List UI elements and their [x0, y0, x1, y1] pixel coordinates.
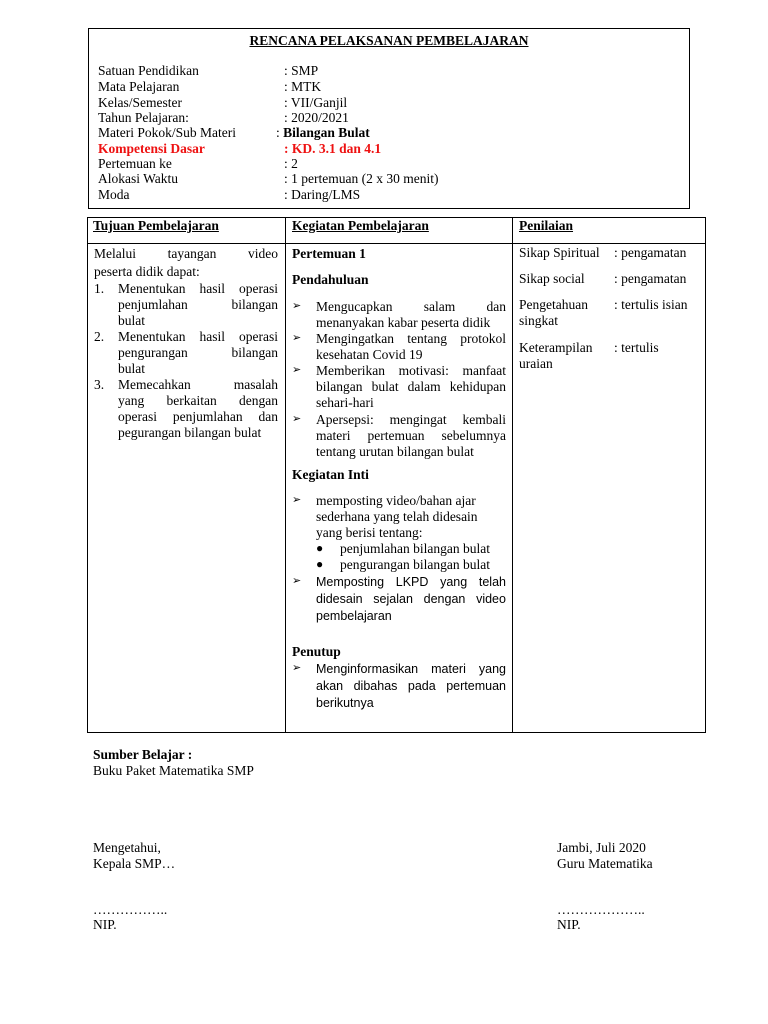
pendahuluan-item: ➢ Mengingatkan tentang protokol kesehatan Covid 19	[292, 331, 506, 362]
arrow-bullet-icon: ➢	[292, 661, 302, 674]
bullet-dot-icon: ●	[316, 557, 324, 571]
pendahuluan-item: ➢ Mengucapkan salam dan menanyakan kabar peserta didik	[292, 299, 506, 330]
tujuan-item	[94, 281, 278, 329]
item-line: yang berkaitan dengan	[118, 393, 278, 408]
arrow-bullet-icon: ➢	[292, 574, 302, 587]
identity-value: : KD. 3.1 dan 4.1	[284, 141, 382, 156]
tujuan-intro-2: peserta didik dapat:	[94, 264, 200, 279]
pendahuluan-item: ➢ Apersepsi: mengingat kembali materi pertemuan sebelumnya tentang urutan bilangan bulat	[292, 412, 506, 459]
penilaian-row: Pengetahuan singkat : tertulis isian	[519, 297, 688, 328]
signature-left-dots: ……………..	[93, 902, 168, 917]
item-number: 2.	[94, 329, 105, 344]
header-penilaian: Penilaian	[519, 218, 574, 233]
arrow-bullet-icon: ➢	[292, 493, 302, 506]
header-tujuan: Tujuan Pembelajaran	[93, 218, 219, 233]
identity-value: : VII/Ganjil	[284, 95, 348, 110]
inti-subitem: ● pengurangan bilangan bulat	[316, 557, 490, 572]
arrow-bullet-icon: ➢	[292, 363, 302, 376]
item-line: bulat	[118, 313, 145, 328]
signature-right-line2: Guru Matematika	[557, 856, 653, 871]
pertemuan-title: Pertemuan 1	[292, 246, 366, 261]
signature-left-nip: NIP.	[93, 917, 117, 932]
identity-value: : MTK	[284, 79, 322, 94]
identity-label: Materi Pokok/Sub Materi	[98, 125, 236, 140]
identity-label: Tahun Pelajaran:	[98, 110, 189, 125]
item-line: pegurangan bilangan bulat	[118, 425, 262, 440]
sumber-text: Buku Paket Matematika SMP	[93, 763, 254, 778]
arrow-bullet-icon: ➢	[292, 299, 302, 312]
arrow-bullet-icon: ➢	[292, 331, 302, 344]
tujuan-item	[94, 329, 278, 377]
identity-label: Satuan Pendidikan	[98, 63, 199, 78]
identity-box	[88, 28, 690, 209]
intro-word: video	[247, 246, 278, 261]
tujuan-item	[94, 377, 278, 441]
pendahuluan-item: ➢ Memberikan motivasi: manfaat bilangan bulat dalam kehidupan sehari-hari	[292, 363, 506, 410]
inti-item: ➢ Memposting LKPD yang telah didesain sejalan dengan video pembelajaran	[292, 574, 506, 623]
tujuan-intro	[94, 245, 278, 263]
identity-label: Mata Pelajaran	[98, 79, 180, 94]
penutup-item: ➢ Menginformasikan materi yang akan dibahas pada pertemuan berikutnya	[292, 661, 506, 710]
penutup-title: Penutup	[292, 644, 341, 659]
identity-value: : Bilangan Bulat	[276, 125, 370, 140]
intro-word: Melalui	[94, 246, 136, 261]
identity-value: : 2	[284, 156, 298, 171]
item-line: pengurangan bilangan	[118, 345, 278, 360]
identity-label: Alokasi Waktu	[98, 171, 179, 186]
penilaian-row: Sikap social : pengamatan	[519, 271, 687, 286]
document-title: RENCANA PELAKSANAN PEMBELAJARAN	[249, 33, 529, 48]
identity-value: : 1 pertemuan (2 x 30 menit)	[284, 171, 439, 186]
inti-subitem: ● penjumlahan bilangan bulat	[316, 541, 490, 556]
inti-title: Kegiatan Inti	[292, 467, 369, 482]
column-divider	[512, 218, 513, 732]
kegiatan-cell	[292, 245, 506, 715]
pendahuluan-title: Pendahuluan	[292, 272, 369, 287]
sumber-title: Sumber Belajar :	[93, 747, 193, 762]
item-number: 1.	[94, 281, 105, 296]
item-line: operasi penjumlahan dan	[118, 409, 278, 424]
header-divider	[88, 243, 705, 244]
identity-value: : SMP	[284, 63, 319, 78]
identity-label: Kompetensi Dasar	[98, 141, 205, 156]
item-line: bulat	[118, 361, 145, 376]
tujuan-cell	[94, 245, 278, 441]
item-line: Menentukan hasil operasi	[118, 281, 278, 296]
item-line: Menentukan hasil operasi	[118, 329, 278, 344]
signature-left-line1: Mengetahui,	[93, 840, 161, 855]
identity-label: Moda	[98, 187, 130, 202]
item-number: 3.	[94, 377, 105, 392]
inti-item: ➢ memposting video/bahan ajar sederhana yang telah didesain yang berisi tentang:	[292, 493, 478, 540]
identity-label: Pertemuan ke	[98, 156, 172, 171]
column-divider	[285, 218, 286, 732]
signature-right-line1: Jambi, Juli 2020	[557, 840, 646, 855]
bullet-dot-icon: ●	[316, 541, 324, 555]
identity-value: : 2020/2021	[284, 110, 349, 125]
item-line: Memecahkan masalah	[118, 377, 278, 392]
signature-right-dots: ………………..	[557, 902, 645, 917]
arrow-bullet-icon: ➢	[292, 412, 302, 425]
signature-right-nip: NIP.	[557, 917, 581, 932]
penilaian-cell	[519, 245, 701, 374]
intro-word: tayangan	[167, 246, 217, 261]
identity-value: : Daring/LMS	[284, 187, 361, 202]
signature-left-line2: Kepala SMP…	[93, 856, 176, 871]
learning-table	[87, 217, 706, 733]
penilaian-row: Keterampilan uraian : tertulis	[519, 340, 659, 371]
identity-label: Kelas/Semester	[98, 95, 182, 110]
item-line: penjumlahan bilangan	[118, 297, 278, 312]
header-kegiatan: Kegiatan Pembelajaran	[292, 218, 429, 233]
penilaian-row: Sikap Spiritual : pengamatan	[519, 245, 687, 260]
